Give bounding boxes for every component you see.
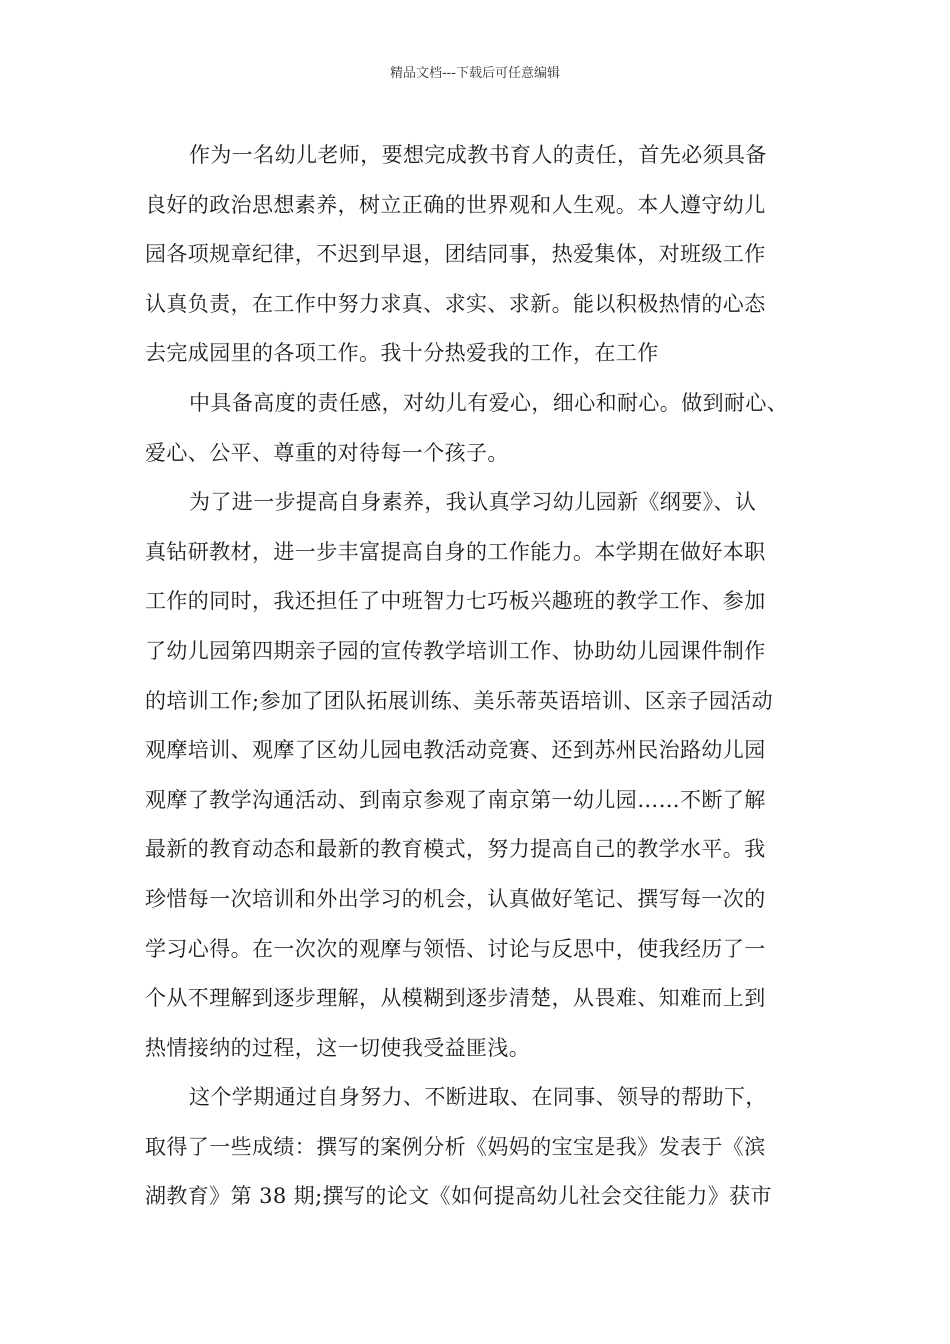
paragraph-3-line-11: 个从不理解到逐步理解，从模糊到逐步清楚，从畏难、知难而上到 xyxy=(145,986,766,1011)
document-body xyxy=(145,131,807,1222)
paragraph-3-line-7: 观摩了教学沟通活动、到南京参观了南京第一幼儿园……不断了解 xyxy=(145,787,766,812)
paragraph-3-line-12: 热情接纳的过程，这一切使我受益匪浅。 xyxy=(145,1035,531,1060)
paragraph-3-line-3: 工作的同时，我还担任了中班智力七巧板兴趣班的教学工作、参加 xyxy=(145,589,766,614)
paragraph-3-line-8: 最新的教育动态和最新的教育模式，努力提高自己的教学水平。我 xyxy=(145,837,766,862)
paragraph-2-line-1: 中具备高度的责任感，对幼儿有爱心，细心和耐心。做到耐心、 xyxy=(189,390,789,415)
paragraph-3-line-4: 了幼儿园第四期亲子园的宣传教学培训工作、协助幼儿园课件制作 xyxy=(145,638,766,663)
page-header: 精品文档---下载后可任意编辑 xyxy=(389,66,561,81)
paragraph-3-line-1: 为了进一步提高自身素养，我认真学习幼儿园新《纲要》、认 xyxy=(189,490,757,515)
paragraph-3-line-2: 真钻研教材，进一步丰富提高自身的工作能力。本学期在做好本职 xyxy=(145,539,766,564)
paragraph-2-line-2: 爱心、公平、尊重的对待每一个孩子。 xyxy=(145,440,509,465)
paragraph-1-line-5: 去完成园里的各项工作。我十分热爱我的工作，在工作 xyxy=(145,341,659,366)
paragraph-1-line-3: 园各项规章纪律，不迟到早退，团结同事，热爱集体，对班级工作 xyxy=(145,242,766,267)
paragraph-3-line-5: 的培训工作;参加了团队拓展训练、美乐蒂英语培训、区亲子园活动 xyxy=(145,688,774,713)
paragraph-3-line-9: 珍惜每一次培训和外出学习的机会，认真做好笔记、撰写每一次的 xyxy=(145,886,766,911)
paragraph-1-line-1: 作为一名幼儿老师，要想完成教书育人的责任，首先必须具备 xyxy=(189,143,767,167)
paragraph-1-line-4: 认真负责，在工作中努力求真、求实、求新。能以积极热情的心态 xyxy=(145,291,766,316)
paragraph-1-line-2: 良好的政治思想素养，树立正确的世界观和人生观。本人遵守幼儿 xyxy=(145,192,766,217)
paragraph-3-line-6: 观摩培训、观摩了区幼儿园电教活动竞赛、还到苏州民治路幼儿园 xyxy=(145,738,766,763)
paragraph-4-line-1: 这个学期通过自身努力、不断进取、在同事、领导的帮助下， xyxy=(189,1085,767,1110)
paragraph-4-line-2: 取得了一些成绩：撰写的案例分析《妈妈的宝宝是我》发表于《滨 xyxy=(145,1134,766,1159)
paragraph-4-line-3: 湖教育》第 38 期;撰写的论文《如何提高幼儿社会交往能力》获市 xyxy=(145,1184,772,1209)
paragraph-3-line-10: 学习心得。在一次次的观摩与领悟、讨论与反思中，使我经历了一 xyxy=(145,936,766,961)
